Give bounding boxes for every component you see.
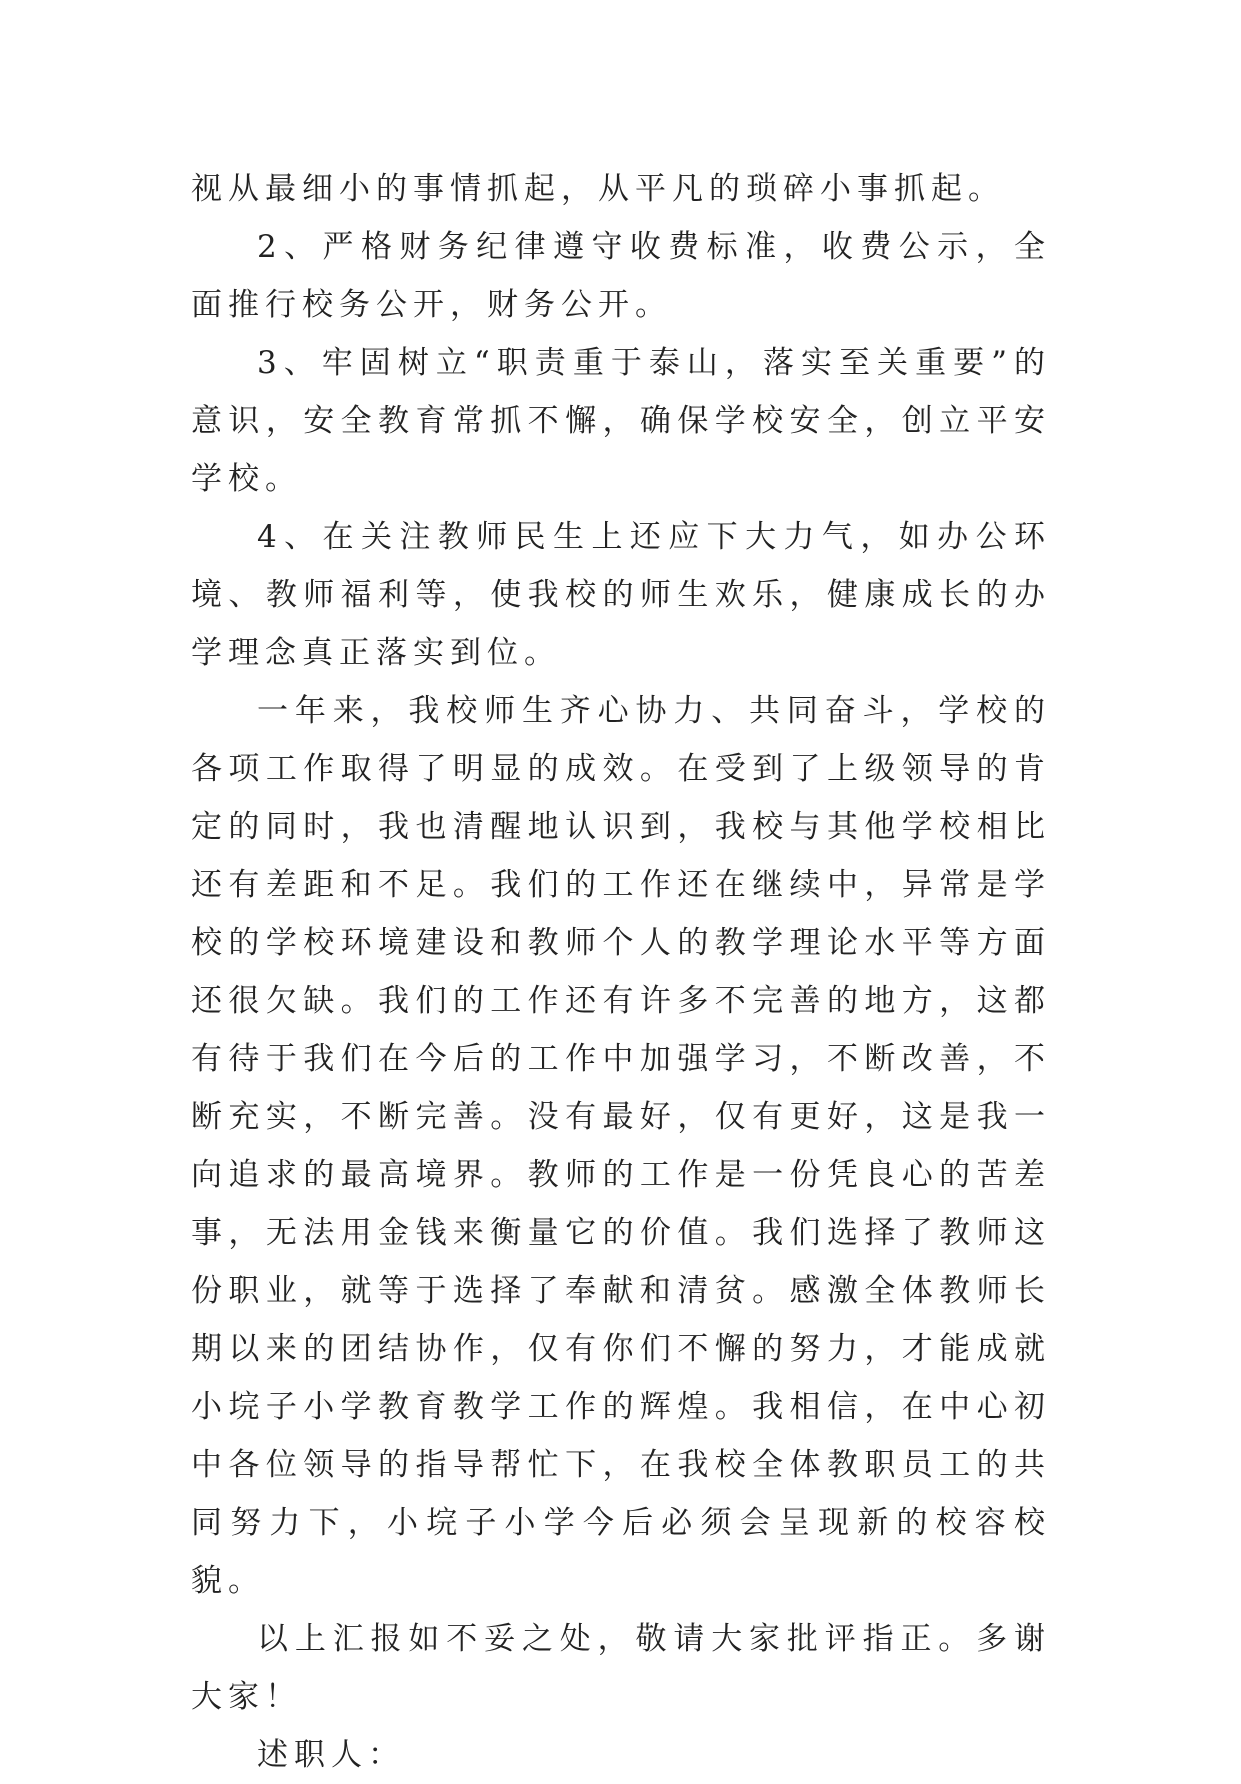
paragraph-item-3: 3、牢固树立“职责重于泰山，落实至关重要”的意识，安全教育常抓不懈，确保学校安全，创立平安学校。 xyxy=(191,345,1051,497)
paragraph-continuation: 视从最细小的事情抓起，从平凡的琐碎小事抓起。 xyxy=(191,171,1005,207)
paragraph-closing: 以上汇报如不妥之处，敬请大家批评指正。多谢大家！ xyxy=(191,1621,1051,1715)
paragraph-item-2: 2、严格财务纪律遵守收费标准，收费公示，全面推行校务公开，财务公开。 xyxy=(191,229,1051,323)
signature-label: 述职人： xyxy=(257,1737,405,1773)
paragraph-item-4: 4、在关注教师民生上还应下大力气，如办公环境、教师福利等，使我校的师生欢乐，健康成长的办学理念真正落实到位。 xyxy=(191,519,1051,671)
paragraph-summary: 一年来，我校师生齐心协力、共同奋斗，学校的各项工作取得了明显的成效。在受到了上级领导的肯定的同时，我也清醒地认识到，我校与其他学校相比还有差距和不足。我们的工作还在继续中，异常是学校的学校环境建设和教师个人的教学理论水平等方面还很欠缺。我们的工作还有许多不完善的地方，这都有待于我们在今后的工作中加强学习，不断改善，不断充实，不断完善。没有最好，仅有更好，这是我一向追求的最高境界。教师的工作是一份凭良心的苦差事，无法用金钱来衡量它的价值。我们选择了教师这份职业，就等于选择了奉献和清贫。感激全体教师长期以来的团结协作，仅有你们不懈的努力，才能成就小垸子小学教育教学工作的辉煌。我相信，在中心初中各位领导的指导帮忙下，在我校全体教职员工的共同努力下，小垸子小学今后必须会呈现新的校容校貌。 xyxy=(191,693,1051,1599)
document-body xyxy=(191,160,1051,1784)
